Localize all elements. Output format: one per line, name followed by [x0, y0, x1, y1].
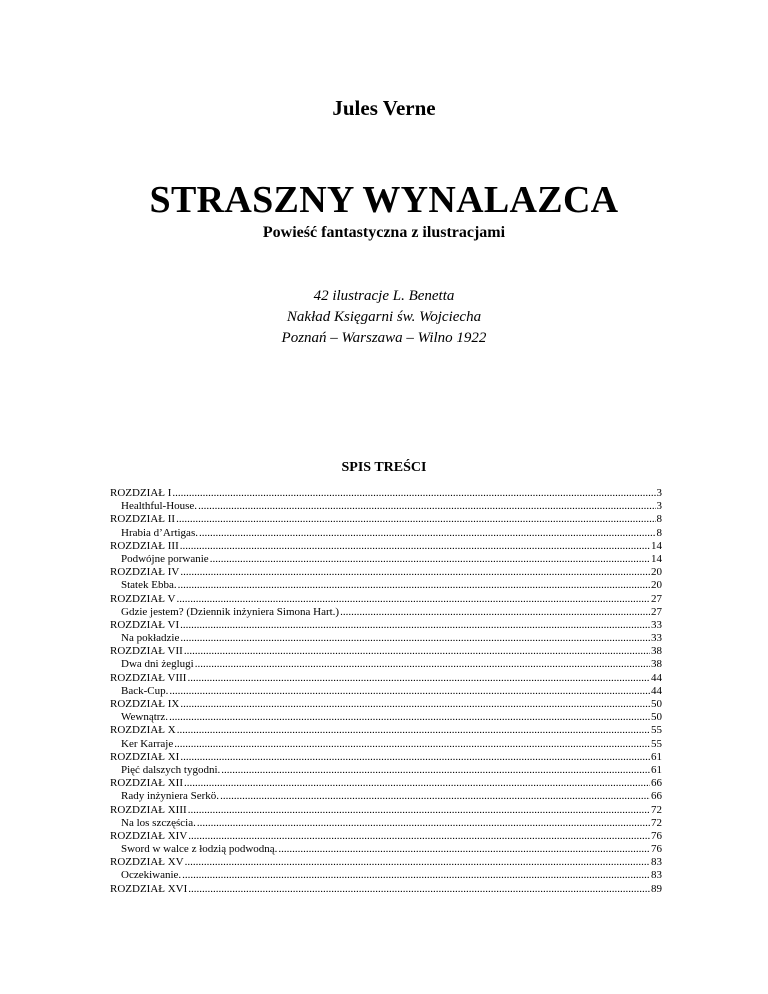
toc-entry-section[interactable] [110, 790, 662, 803]
toc-entry-label: ROZDZIAŁ XVI [110, 882, 188, 895]
toc-entry-label: Ker Karraje [121, 737, 174, 750]
toc-entry-page: 50 [651, 711, 662, 724]
toc-entry-label: Rady inżyniera Serkö. [121, 790, 220, 803]
toc-entry-page: 72 [651, 803, 662, 816]
toc-entry-section[interactable] [110, 869, 662, 882]
toc-heading: SPIS TREŚCI [341, 460, 427, 475]
toc-entry-section[interactable] [110, 606, 662, 619]
toc-entry-label: Pięć dalszych tygodni. [121, 763, 221, 776]
toc-entry-label: Wewnątrz. [121, 711, 169, 724]
toc-entry-label: Dwa dni żeglugi [121, 658, 194, 671]
toc-entry-page: 83 [651, 856, 662, 869]
toc-leader-dots [180, 540, 650, 553]
toc-entry-label: Na pokładzie [121, 632, 180, 645]
toc-entry-page: 44 [651, 671, 662, 684]
toc-entry-label: Hrabia d’Artigas. [121, 526, 198, 539]
toc-leader-dots [180, 632, 650, 645]
toc-entry-section[interactable] [110, 711, 662, 724]
book-subtitle: Powieść fantastyczna z ilustracjami [262, 224, 506, 241]
toc-entry-label: ROZDZIAŁ XIII [110, 803, 187, 816]
toc-entry-label: Oczekiwanie. [121, 869, 182, 882]
toc-entry-page: 8 [656, 513, 662, 526]
toc-entry-label: Na los szczęścia. [121, 816, 196, 829]
author-name: Jules Verne [332, 96, 436, 120]
toc-entry-chapter[interactable] [110, 540, 662, 553]
toc-entry-label: ROZDZIAŁ X [110, 724, 176, 737]
toc-entry-chapter[interactable] [110, 672, 662, 685]
toc-entry-page: 44 [651, 684, 662, 697]
toc-leader-dots [174, 738, 650, 751]
toc-leader-dots [340, 606, 650, 619]
toc-entry-chapter[interactable] [110, 830, 662, 843]
toc-leader-dots [195, 658, 650, 671]
toc-leader-dots [169, 711, 650, 724]
toc-entry-chapter[interactable] [110, 751, 662, 764]
toc-entry-chapter[interactable] [110, 804, 662, 817]
toc-leader-dots [188, 883, 650, 896]
toc-entry-label: Podwójne porwanie [121, 552, 209, 565]
toc-entry-section[interactable] [110, 632, 662, 645]
toc-leader-dots [188, 830, 650, 843]
toc-entry-label: ROZDZIAŁ III [110, 539, 179, 552]
toc-entry-page: 3 [656, 500, 662, 513]
toc-leader-dots [221, 764, 650, 777]
toc-entry-chapter[interactable] [110, 698, 662, 711]
toc-entry-page: 27 [651, 605, 662, 618]
toc-leader-dots [169, 685, 650, 698]
toc-entry-section[interactable] [110, 843, 662, 856]
toc-leader-dots [176, 513, 655, 526]
toc-leader-dots [180, 751, 650, 764]
toc-entry-page: 61 [651, 750, 662, 763]
toc-entry-label: Sword w walce z łodzią podwodną. [121, 843, 278, 856]
toc-entry-label: Gdzie jestem? (Dziennik inżyniera Simona Hart.) [121, 605, 340, 618]
toc-entry-page: 83 [651, 869, 662, 882]
toc-entry-label: ROZDZIAŁ VI [110, 618, 180, 631]
toc-entry-page: 14 [651, 552, 662, 565]
toc-entry-label: ROZDZIAŁ II [110, 513, 176, 526]
toc-leader-dots [184, 777, 650, 790]
toc-entry-page: 33 [651, 632, 662, 645]
toc-leader-dots [210, 553, 650, 566]
toc-entry-label: ROZDZIAŁ VIII [110, 671, 187, 684]
toc-leader-dots [278, 843, 650, 856]
toc-entry-page: 27 [651, 592, 662, 605]
toc-leader-dots [220, 790, 650, 803]
toc-leader-dots [180, 566, 650, 579]
table-of-contents [110, 487, 662, 896]
toc-leader-dots [199, 527, 656, 540]
toc-leader-dots [187, 672, 650, 685]
publication-info [0, 286, 768, 349]
toc-entry-label: ROZDZIAŁ V [110, 592, 176, 605]
toc-entry-page: 76 [651, 829, 662, 842]
toc-entry-page: 55 [651, 724, 662, 737]
toc-entry-section[interactable] [110, 685, 662, 698]
toc-entry-label: Back-Cup. [121, 684, 169, 697]
toc-entry-page: 38 [651, 645, 662, 658]
toc-entry-chapter[interactable] [110, 883, 662, 896]
toc-entry-chapter[interactable] [110, 619, 662, 632]
toc-entry-label: ROZDZIAŁ VII [110, 645, 183, 658]
publisher-line: Nakład Księgarni św. Wojciecha [286, 309, 482, 325]
toc-entry-page: 20 [651, 566, 662, 579]
toc-leader-dots [180, 619, 650, 632]
toc-entry-page: 50 [651, 698, 662, 710]
place-year-line: Poznań – Warszawa – Wilno 1922 [281, 330, 487, 346]
toc-leader-dots [188, 804, 650, 817]
toc-entry-chapter[interactable] [110, 593, 662, 606]
toc-entry-page: 66 [651, 790, 662, 803]
toc-entry-label: ROZDZIAŁ I [110, 487, 172, 499]
toc-leader-dots [185, 856, 650, 869]
toc-leader-dots [178, 579, 650, 592]
toc-entry-label: ROZDZIAŁ XII [110, 777, 184, 790]
toc-entry-chapter[interactable] [110, 856, 662, 869]
toc-leader-dots [172, 487, 655, 500]
toc-entry-section[interactable] [110, 658, 662, 671]
toc-entry-section[interactable] [110, 527, 662, 540]
toc-entry-label: ROZDZIAŁ IX [110, 698, 180, 710]
toc-entry-page: 3 [656, 487, 662, 499]
book-title: STRASZNY WYNALAZCA [149, 179, 619, 221]
toc-leader-dots [177, 724, 650, 737]
toc-leader-dots [197, 817, 650, 830]
toc-entry-section[interactable] [110, 817, 662, 830]
toc-entry-chapter[interactable] [110, 777, 662, 790]
toc-leader-dots [180, 698, 650, 711]
toc-entry-page: 33 [651, 618, 662, 631]
toc-entry-page: 55 [651, 737, 662, 750]
toc-entry-page: 38 [651, 658, 662, 671]
toc-leader-dots [198, 500, 655, 513]
toc-entry-chapter[interactable] [110, 645, 662, 658]
toc-entry-section[interactable] [110, 579, 662, 592]
toc-entry-label: ROZDZIAŁ IV [110, 566, 180, 579]
toc-entry-page: 61 [651, 763, 662, 776]
toc-entry-page: 14 [651, 539, 662, 552]
toc-entry-label: ROZDZIAŁ XV [110, 856, 184, 869]
toc-leader-dots [182, 869, 650, 882]
toc-entry-label: ROZDZIAŁ XIV [110, 829, 188, 842]
toc-leader-dots [184, 645, 650, 658]
toc-entry-page: 72 [651, 816, 662, 829]
toc-entry-chapter[interactable] [110, 487, 662, 500]
toc-entry-chapter[interactable] [110, 513, 662, 526]
toc-entry-label: Healthful-House. [121, 500, 198, 513]
toc-entry-section[interactable] [110, 764, 662, 777]
toc-entry-section[interactable] [110, 738, 662, 751]
toc-entry-label: Statek Ebba. [121, 579, 177, 592]
toc-entry-section[interactable] [110, 553, 662, 566]
toc-entry-page: 20 [651, 579, 662, 592]
toc-entry-chapter[interactable] [110, 566, 662, 579]
toc-entry-label: ROZDZIAŁ XI [110, 750, 180, 763]
toc-entry-page: 89 [651, 882, 662, 895]
toc-leader-dots [176, 593, 650, 606]
illustrations-credit: 42 ilustracje L. Benetta [313, 288, 455, 304]
toc-entry-page: 76 [651, 843, 662, 856]
toc-entry-chapter[interactable] [110, 724, 662, 737]
toc-entry-page: 66 [651, 777, 662, 790]
toc-entry-section[interactable] [110, 500, 662, 513]
toc-entry-page: 8 [656, 526, 662, 539]
